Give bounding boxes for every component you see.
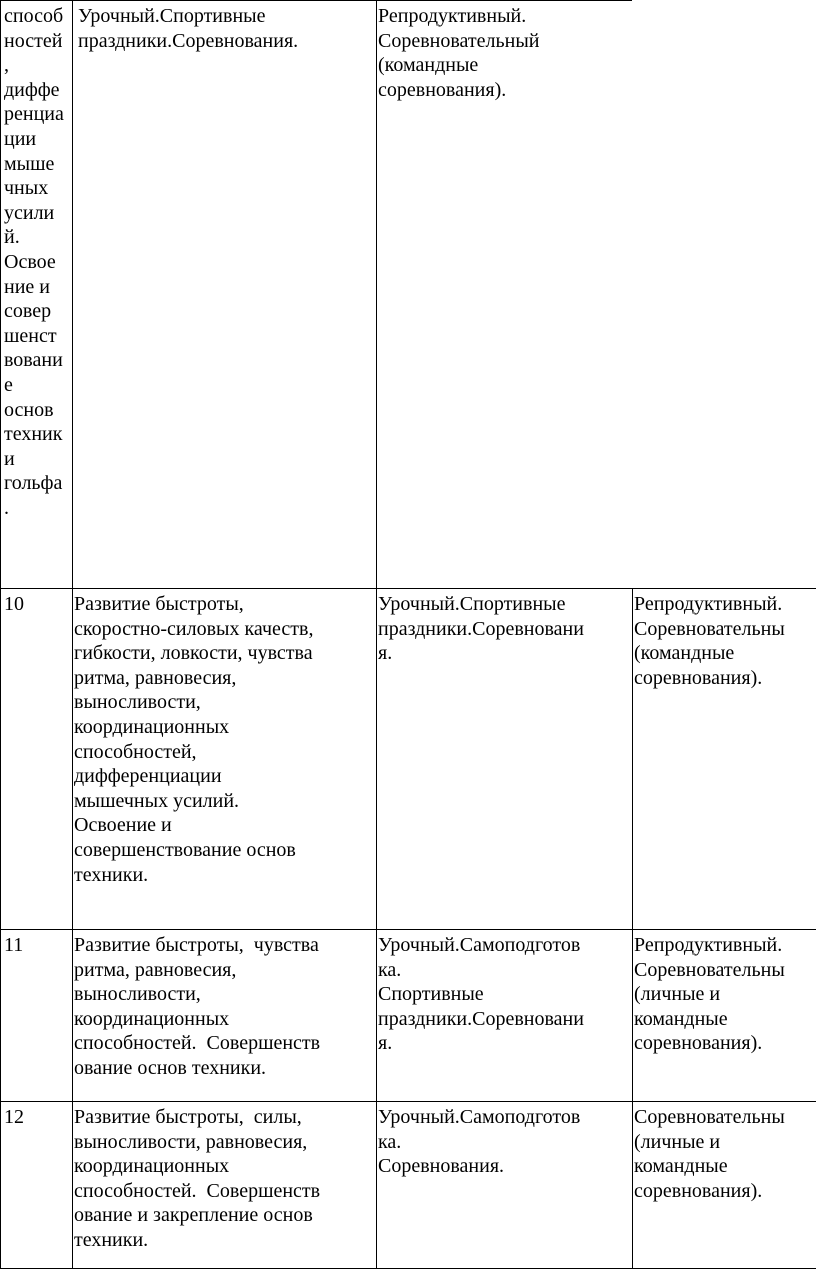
table-border-bottom bbox=[0, 1268, 816, 1269]
table-cell-topic: Развитие быстроты, силы, выносливости, равновесия, координационных способностей. Совершенств ование и закрепление основ техники. bbox=[74, 1106, 321, 1251]
table-cell-form: Урочный.Спортивные праздники.Соревновани я. bbox=[378, 593, 584, 665]
table-cell-number: 10 bbox=[4, 593, 24, 615]
table-cell-form: Урочный.Спортивные праздники.Соревнования. bbox=[78, 5, 299, 52]
table-cell-topic: Развитие быстроты, чувства ритма, равновесия, выносливости, координационных способностей. Совершенств ование основ техники. bbox=[74, 934, 321, 1079]
table-border-top bbox=[0, 0, 632, 1]
table-cell-form: Урочный.Самоподготов ка. Соревнования. bbox=[378, 1106, 581, 1178]
table-cell-number: 12 bbox=[4, 1106, 24, 1128]
table-cell-form: Урочный.Самоподготов ка. Спортивные праздники.Соревновани я. bbox=[378, 934, 584, 1055]
column-divider bbox=[0, 0, 1, 1269]
column-divider bbox=[72, 0, 73, 1269]
table-cell-number: 11 bbox=[4, 934, 24, 956]
table-cell-method: Репродуктивный. Соревновательный (командные соревнования). bbox=[378, 5, 540, 101]
table-cell-method: Соревновательны (личные и командные соревнования). bbox=[634, 1106, 785, 1202]
column-divider bbox=[632, 588, 633, 1269]
column-divider bbox=[376, 0, 377, 1269]
table-cell-method: Репродуктивный. Соревновательны (командные соревнования). bbox=[634, 593, 785, 689]
table-cell-topic: способ ностей , диффе ренциа ции мыше чных усили й. Освое ние и совер шенст вовани е основ техник и гольфа . bbox=[4, 5, 64, 519]
row-divider bbox=[0, 929, 816, 930]
table-cell-method: Репродуктивный. Соревновательны (личные и командные соревнования). bbox=[634, 934, 785, 1055]
row-divider bbox=[0, 588, 816, 589]
table-cell-topic: Развитие быстроты, скоростно-силовых качеств, гибкости, ловкости, чувства ритма, равновесия, выносливости, координационных способностей, дифференциации мышечных усилий. Освоение и совершенствование основ техники. bbox=[74, 593, 314, 886]
row-divider bbox=[0, 1101, 816, 1102]
